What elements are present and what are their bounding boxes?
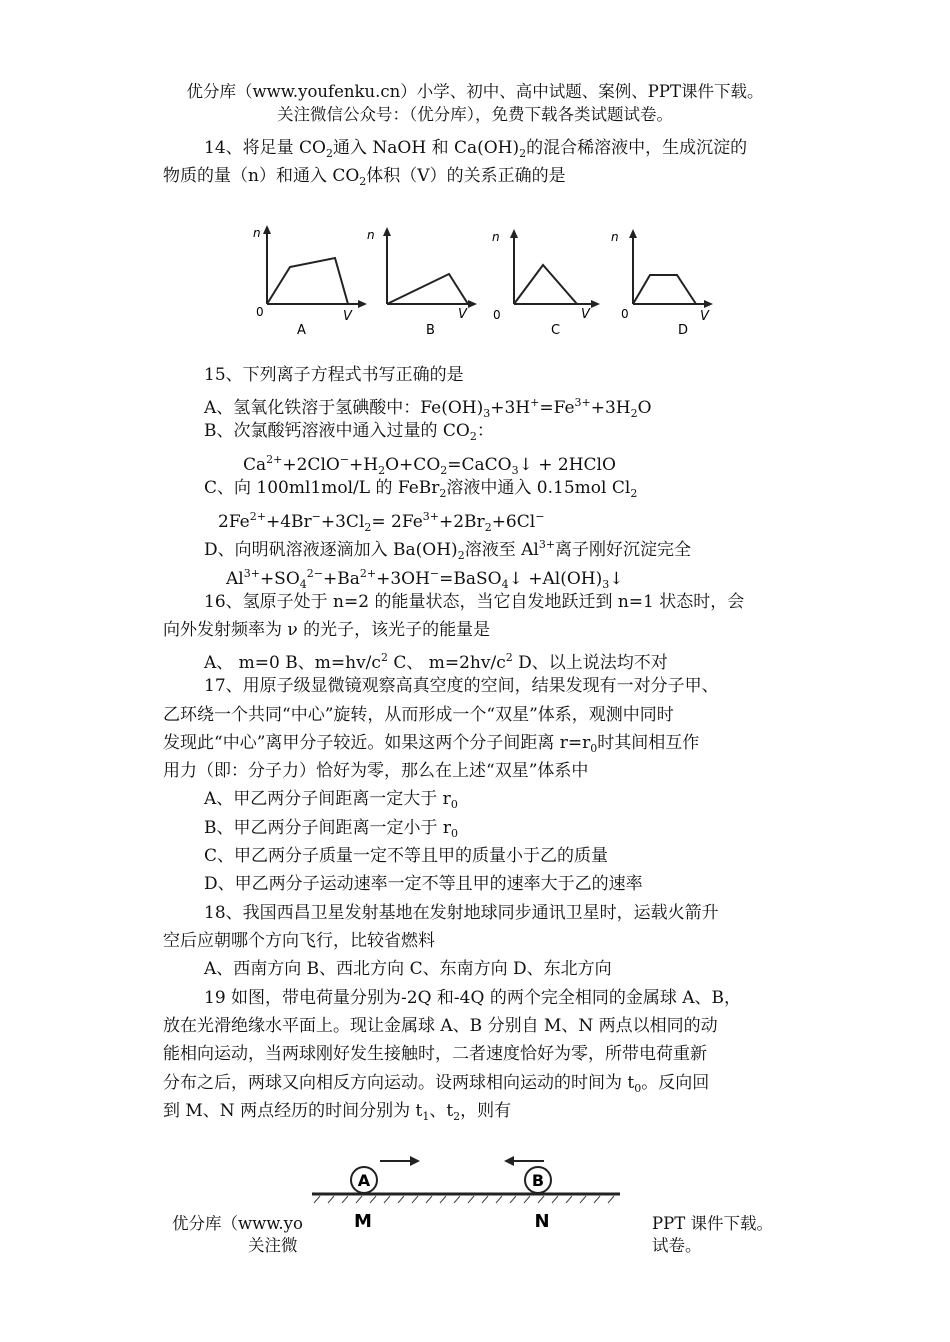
footer-line-2-left: 关注微 [248, 1236, 298, 1255]
q19-line-2: 放在光滑绝缘水平面上。现让金属球 A、B 分别自 M、N 两点以相同的动 [163, 1016, 718, 1036]
q19-line-3: 能相向运动，当两球刚好发生接触时，二者速度恰好为零，所带电荷重新 [163, 1044, 707, 1064]
graph-c-y-label: n [492, 230, 500, 244]
q17-option-b: B、甲乙两分子间距离一定小于 $r_0$ [204, 818, 459, 840]
graph-d-y-label: n [611, 230, 619, 244]
graph-c-label: C [551, 323, 561, 338]
ball-b [525, 1167, 551, 1193]
header-line-1: 优分库（www.youfenku.cn）小学、初中、高中试题、案例、PPT课件下载。 [186, 82, 764, 101]
graph-a-origin: 0 [256, 305, 264, 319]
graph-b-y-label: n [367, 228, 375, 242]
q17-line-2: 乙环绕一个共同“中心”旋转，从而形成一个“双星”体系，观测中同时 [163, 705, 674, 725]
graph-d-label: D [678, 323, 689, 338]
graph-d [611, 229, 713, 338]
footer-line-1-left: 优分库（www.yo [172, 1214, 303, 1233]
q15-option-d: D、向明矾溶液逐滴加入 $Ba(OH)_2$溶液至 $Al^{3+}$离子刚好沉淀完全 [204, 538, 692, 562]
graph-c-x-label: V [581, 307, 590, 322]
q15-option-b-equation: $Ca^{2+}+2ClO^-+H_2O+CO_2=CaCO_3↓$ + 2HClO [243, 453, 616, 477]
q17-line-3: 发现此“中心”离甲分子较近。如果这两个分子间距离 $r=r_0$时其间相互作 [163, 733, 700, 755]
q15-option-d-equation: $Al^{3+}+SO_4^{2-}+Ba^{2+}+3OH^-=BaSO_4↓$ $+Al(OH)_3↓$ [226, 567, 624, 591]
q18-line-1: 18、我国西昌卫星发射基地在发射地球同步通讯卫星时，运载火箭升 [204, 903, 719, 923]
q14-line-1: 14、将足量 $CO_2$通入 NaOH 和 $Ca(OH)_2$的混合稀溶液中，生成沉淀的 [204, 138, 748, 160]
q18-line-2: 空后应朝哪个方向飞行，比较省燃料 [163, 931, 435, 951]
q17-line-1: 17、用原子级显微镜观察高真空度的空间，结果发现有一对分子甲、 [204, 676, 719, 696]
q15-option-b: B、次氯酸钙溶液中通入过量的 $CO_2$： [204, 421, 494, 443]
q18-options: A、西南方向 B、西北方向 C、东南方向 D、东北方向 [204, 959, 612, 979]
svg-text:B: B [531, 1171, 545, 1190]
svg-text:A: A [357, 1171, 371, 1190]
footer-line-1-right: PPT 课件下载。 [652, 1214, 773, 1233]
graph-a [253, 225, 367, 338]
q19-figure [308, 1148, 626, 1260]
graph-b-x-label: V [458, 307, 467, 322]
q17-option-d: D、甲乙两分子运动速率一定不等且甲的速率大于乙的速率 [204, 874, 643, 894]
graph-b [367, 227, 477, 338]
graph-d-origin: 0 [621, 307, 629, 321]
header-line-2: 关注微信公众号：（优分库），免费下载各类试题试卷。 [277, 105, 673, 124]
q15-option-c-equation: $2Fe^{2+}+4Br^-+3Cl_2= 2Fe^{3+}+2Br_2+6Cl^-$ [218, 510, 545, 534]
q17-line-4: 用力（即：分子力）恰好为零，那么在上述“双星”体系中 [163, 761, 589, 781]
q15-stem: 15、下列离子方程式书写正确的是 [204, 365, 464, 385]
q16-line-2: 向外发射频率为 ν 的光子，该光子的能量是 [163, 620, 491, 640]
q17-option-a: A、甲乙两分子间距离一定大于 $r_0$ [204, 789, 458, 811]
graph-d-x-label: V [700, 309, 709, 324]
q14-line-2: 物质的量（n）和通入 $CO_2$体积（V）的关系正确的是 [163, 166, 566, 188]
q17-option-c: C、甲乙两分子质量一定不等且甲的质量小于乙的质量 [204, 846, 609, 866]
footer-line-2-right: 试卷。 [652, 1236, 702, 1255]
q16-line-1: 16、氢原子处于 n=2 的能量状态，当它自发地跃迁到 n=1 状态时，会 [204, 592, 745, 612]
q15-option-c: C、向 100ml1mol/L 的 FeBr$_2$溶液中通入 0.15mol $Cl_2$ [204, 478, 638, 500]
q15-option-a: A、氢氧化铁溶于氢碘酸中：$Fe(OH)_3+3H^+=Fe^{3+}+3H_2O$ [204, 396, 652, 420]
graph-a-x-label: V [343, 309, 352, 324]
q16-options: A、 m=0 B、$m=hv/c^2$ C、 $m=2hv/c^2$ D、以上说法均不对 [204, 651, 668, 673]
q19-line-1: 19 如图，带电荷量分别为-2Q 和-4Q 的两个完全相同的金属球 A、B， [204, 988, 742, 1008]
ball-a [351, 1167, 377, 1193]
q19-line-5: 到 M、N 两点经历的时间分别为 $t_1$、$t_2$，则有 [163, 1101, 512, 1123]
q14-graphs [240, 222, 740, 347]
q19-line-4: 分布之后，两球又向相反方向运动。设两球相向运动的时间为 $t_0$。反向回 [163, 1073, 710, 1095]
graph-b-label: B [426, 323, 435, 338]
graph-c-origin: 0 [493, 308, 501, 322]
point-m-label: M [354, 1211, 372, 1232]
graph-a-label: A [297, 323, 306, 338]
graph-a-y-label: n [253, 226, 261, 240]
graph-c [492, 229, 600, 338]
point-n-label: N [534, 1211, 550, 1232]
